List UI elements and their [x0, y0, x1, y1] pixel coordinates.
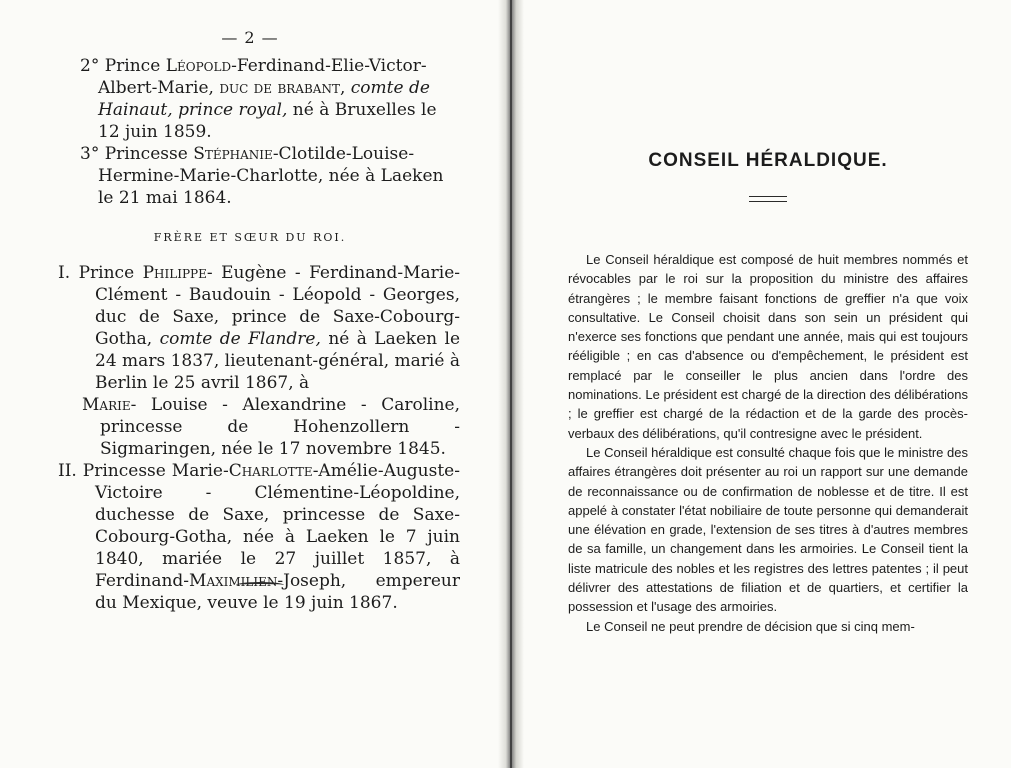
paragraph: Le Conseil héraldique est consulté chaque fois que le ministre des affaires étrangères doit présenter au roi un rapport sur une demande de reconnaissance ou de confirmation de noblesse et de titre. Il est appelé à constater l'état nobiliaire de toute personne qui demanderait une élévation en grade, l'extension de ses titres à d'autres membres de sa famille, un changement dans les armoiries. Le Conseil tient la liste matricule des nobles et les registres des lettres patentes ; il peut délivrer des attestations de filiation et de quartiers, et certifier la possession et l'usage des armoiries. [568, 444, 968, 615]
entry-name: Charlotte [228, 461, 313, 481]
entry-title: Princesse Marie- [82, 461, 229, 481]
entry-number: I. [58, 263, 71, 283]
entry-title: Princesse [104, 144, 188, 164]
entry-number: II. [58, 461, 77, 481]
entry-details: né à Laeken le 24 mars 1837, lieutenant-général, marié à Berlin le 25 avril 1867, à [95, 329, 461, 393]
entry-name: Stéphanie [193, 144, 273, 164]
gutter-line [510, 0, 512, 768]
entry-name: Philippe [142, 263, 207, 283]
entry-princess-charlotte [40, 460, 460, 614]
entry-spouse-marie [40, 394, 460, 460]
entry-given-names: -Ferdinand-Elie-Victor-Albert-Marie, [98, 56, 427, 98]
entry-number: 2° [80, 56, 100, 76]
spouse-name: Maximilien [189, 571, 278, 591]
entry-name: Léopold [165, 56, 232, 76]
right-page [568, 28, 968, 636]
entry-styles: comte de Hainaut, prince royal, [98, 78, 430, 120]
section-subheading: FRÈRE ET SŒUR DU ROI. [153, 231, 347, 244]
spouse-details: - Louise - Alexandrine - Caroline, princesse de Hohenzollern - Sigmaringen, née le 17 novembre 1845. [100, 395, 460, 459]
entry-given-names: - Eugène - Ferdinand-Marie-Clément - Baudouin - Léopold - Georges, duc de Saxe, prince de Saxe-Cobourg-Gotha, [95, 263, 461, 349]
tailpiece-ornament [236, 582, 284, 588]
entry-duke-title: duc de brabant, [219, 78, 346, 98]
entry-birth: née à Laeken le 21 mai 1864. [98, 166, 444, 208]
paragraph: Le Conseil ne peut prendre de décision que si cinq mem- [586, 618, 915, 634]
entry-prince-philippe [40, 262, 460, 394]
section-title: CONSEIL HÉRALDIQUE. [648, 150, 888, 171]
entry-title: Prince [78, 263, 135, 283]
page-number: — 2 — [221, 28, 279, 47]
entry-style: comte de Flandre, [159, 329, 321, 349]
entry-princess-stephanie [40, 143, 460, 209]
entry-number: 3° [80, 144, 100, 164]
spouse-name: Marie [82, 395, 131, 415]
paragraph: Le Conseil héraldique est composé de huit membres nommés et révocables par le roi sur la proposition du ministre des affaires étrangères ; le membre faisant fonctions de greffier n'a que voix consultative. Le Conseil choisit dans son sein un président qui n'exerce ses fonctions que pendant une année, mais qui est toujours rééligible ; en cas d'absence ou d'empêchement, le président est remplacé par le conseiller le plus ancien dans l'ordre des nominations. Le président est chargé de la direction des délibérations ; le greffier est chargé de la rédaction et de la garde des procès-verbaux des délibérations, qu'il contresigne avec le président. [568, 252, 968, 441]
entry-title: Prince [104, 56, 161, 76]
entry-prince-leopold [40, 55, 460, 143]
entry-birth: né à Bruxelles le 12 juin 1859. [98, 100, 437, 142]
entry-details: -Joseph, empereur du Mexique, veuve le 19 juin 1867. [95, 571, 460, 613]
title-rule [749, 196, 787, 202]
left-page [40, 28, 460, 614]
entry-given-names: -Clotilde-Louise-Hermine-Marie-Charlotte, [98, 144, 415, 186]
entry-given-names: -Amélie-Auguste-Victoire - Clémentine-Léopoldine, duchesse de Saxe, princesse de Saxe-Cobourg-Gotha, née à Laeken le 7 juin 1840, mariée le 27 juillet 1857, à Ferdinand- [95, 461, 460, 591]
